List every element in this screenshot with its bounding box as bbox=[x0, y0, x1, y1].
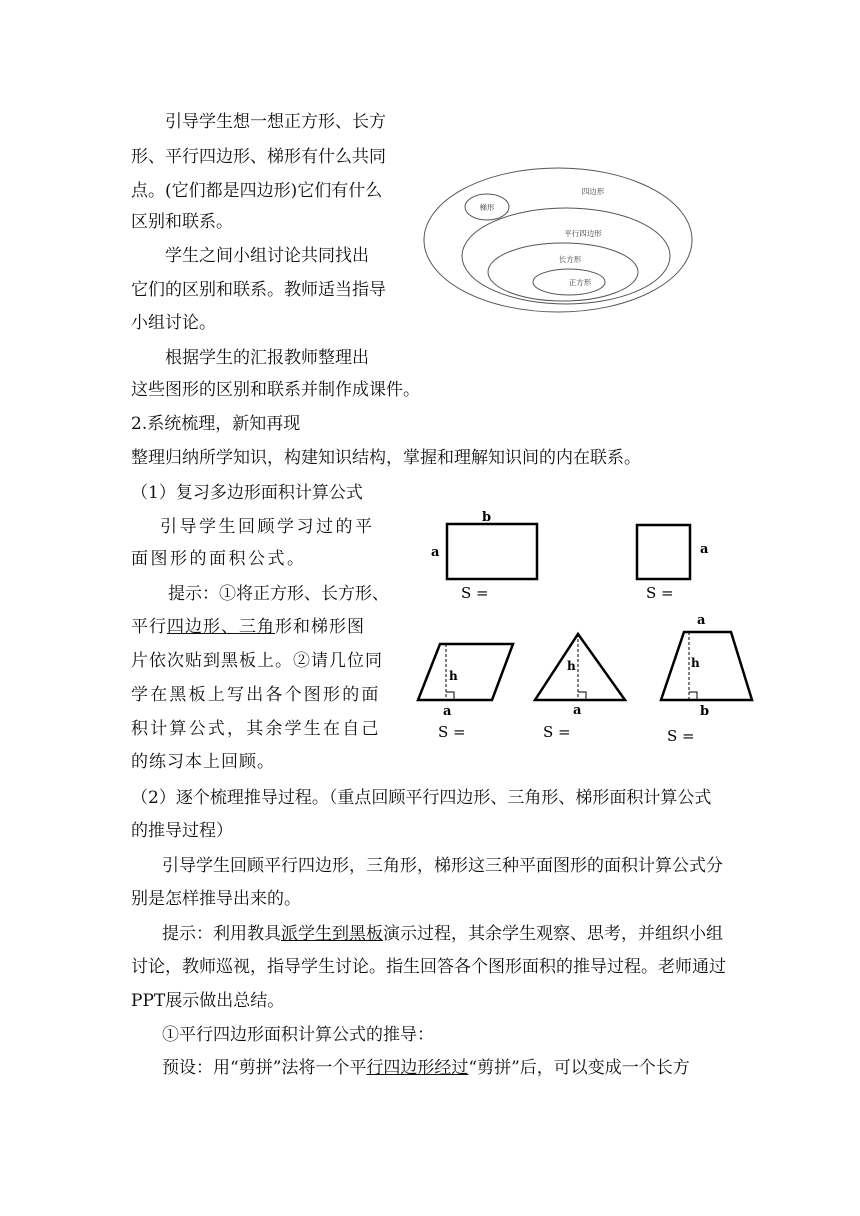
square-shape bbox=[637, 525, 690, 579]
sub1-line-4a: 平行 bbox=[131, 617, 167, 637]
sub1-heading: （1）复习多边形面积计算公式 bbox=[131, 483, 363, 503]
parallelogram-label-a: a bbox=[443, 704, 452, 719]
trapezoid-label-b: b bbox=[700, 704, 710, 719]
rectangle-shape bbox=[447, 524, 537, 579]
sub2-para-2a-1: 提示：利用教具 bbox=[162, 924, 281, 944]
sub2-para-2b: 讨论，教师巡视，指导学生讨论。指生回答各个图形面积的推导过程。老师通过 bbox=[131, 957, 726, 977]
parallelogram-ellipse bbox=[462, 208, 670, 304]
intro-line-6: 它们的区别和联系。教师适当指导 bbox=[131, 280, 386, 300]
intro-line-5: 学生之间小组讨论共同找出 bbox=[165, 246, 369, 266]
section-2-desc: 整理归纳所学知识，构建知识结构，掌握和理解知识间的内在联系。 bbox=[131, 448, 641, 468]
parallelogram-shape bbox=[418, 644, 513, 700]
trapezoid-area-eq: S = bbox=[667, 727, 695, 745]
trapezoid-label-h: h bbox=[691, 656, 700, 670]
venn-label-quadrilateral: 四边形 bbox=[581, 187, 605, 196]
sub2-para-4 bbox=[162, 1058, 690, 1078]
intro-line-7: 小组讨论。 bbox=[131, 313, 216, 333]
sub2-heading-line-2: 的推导过程） bbox=[131, 821, 233, 841]
sub1-line-4b: 四边形、三角 bbox=[167, 617, 275, 637]
triangle-label-h: h bbox=[567, 659, 576, 673]
venn-label-parallelogram: 平行四边形 bbox=[564, 229, 602, 238]
trapezoid-ellipse bbox=[465, 194, 509, 220]
rectangle-label-b: b bbox=[482, 510, 492, 525]
sub1-line-6: 学在黑板上写出各个图形的面 bbox=[131, 685, 381, 705]
sub2-para-4-3: “剪拼”后，可以变成一个长方 bbox=[468, 1058, 690, 1078]
sub2-para-2a-2: 派学生到黑板 bbox=[281, 924, 383, 944]
quadrilateral-ellipse bbox=[424, 168, 692, 312]
intro-line-1: 引导学生想一想正方形、长方 bbox=[165, 112, 386, 132]
sub1-line-2: 面图形的面积公式。 bbox=[131, 549, 307, 569]
sub2-para-1a: 引导学生回顾平行四边形，三角形，梯形这三种平面图形的面积计算公式分 bbox=[162, 856, 723, 876]
intro-line-8: 根据学生的汇报教师整理出 bbox=[165, 348, 369, 368]
sub2-para-2a bbox=[162, 924, 723, 944]
sub1-line-5: 片依次贴到黑板上。②请几位同 bbox=[131, 651, 383, 671]
sub1-line-4c: 形和梯形图 bbox=[275, 617, 365, 637]
sub2-para-4-1: 预设：用“剪拼”法将一个平 bbox=[162, 1058, 367, 1078]
sub2-para-1b: 别是怎样推导出来的。 bbox=[131, 889, 301, 909]
square-label-a: a bbox=[700, 542, 709, 557]
section-2-heading: 2.系统梳理，新知再现 bbox=[131, 414, 301, 434]
sub2-para-3: ①平行四边形面积计算公式的推导： bbox=[162, 1025, 434, 1045]
sub2-heading-line-1: （2）逐个梳理推导过程。（重点回顾平行四边形、三角形、梯形面积计算公式 bbox=[131, 788, 712, 808]
parallelogram-label-h: h bbox=[449, 669, 458, 683]
rectangle-label-a: a bbox=[431, 545, 440, 560]
rectangle-ellipse bbox=[488, 243, 638, 301]
triangle-label-a: a bbox=[573, 703, 582, 718]
triangle-shape bbox=[535, 634, 625, 700]
trapezoid-shape bbox=[661, 632, 752, 700]
venn-label-square: 正方形 bbox=[568, 278, 592, 287]
sub1-line-4 bbox=[131, 617, 365, 637]
sub1-line-8: 的练习本上回顾。 bbox=[131, 752, 275, 772]
parallelogram-area-eq: S = bbox=[438, 723, 466, 741]
sub2-para-4-2: 行四边形经过 bbox=[366, 1058, 469, 1078]
venn-label-trapezoid: 梯形 bbox=[479, 203, 495, 212]
intro-line-2: 形、平行四边形、梯形有什么共同 bbox=[131, 147, 386, 167]
trapezoid-label-a: a bbox=[697, 613, 706, 628]
intro-line-3: 点。(它们都是四边形)它们有什么 bbox=[131, 181, 383, 201]
square-area-eq: S = bbox=[646, 584, 674, 602]
sub1-line-7: 积计算公式，其余学生在自己 bbox=[131, 719, 381, 739]
venn-label-rectangle: 长方形 bbox=[558, 255, 582, 264]
square-ellipse bbox=[533, 269, 605, 295]
rectangle-area-eq: S = bbox=[461, 584, 489, 602]
triangle-area-eq: S = bbox=[543, 723, 571, 741]
intro-line-9: 这些图形的区别和联系并制作成课件。 bbox=[131, 380, 420, 400]
sub2-para-2c: PPT展示做出总结。 bbox=[131, 991, 285, 1011]
intro-line-4: 区别和联系。 bbox=[131, 212, 233, 232]
sub2-para-2a-3: 演示过程，其余学生观察、思考，并组织小组 bbox=[383, 924, 723, 944]
sub1-line-3: 提示：①将正方形、长方形、 bbox=[168, 584, 389, 604]
sub1-line-1: 引导学生回顾学习过的平 bbox=[160, 517, 375, 537]
